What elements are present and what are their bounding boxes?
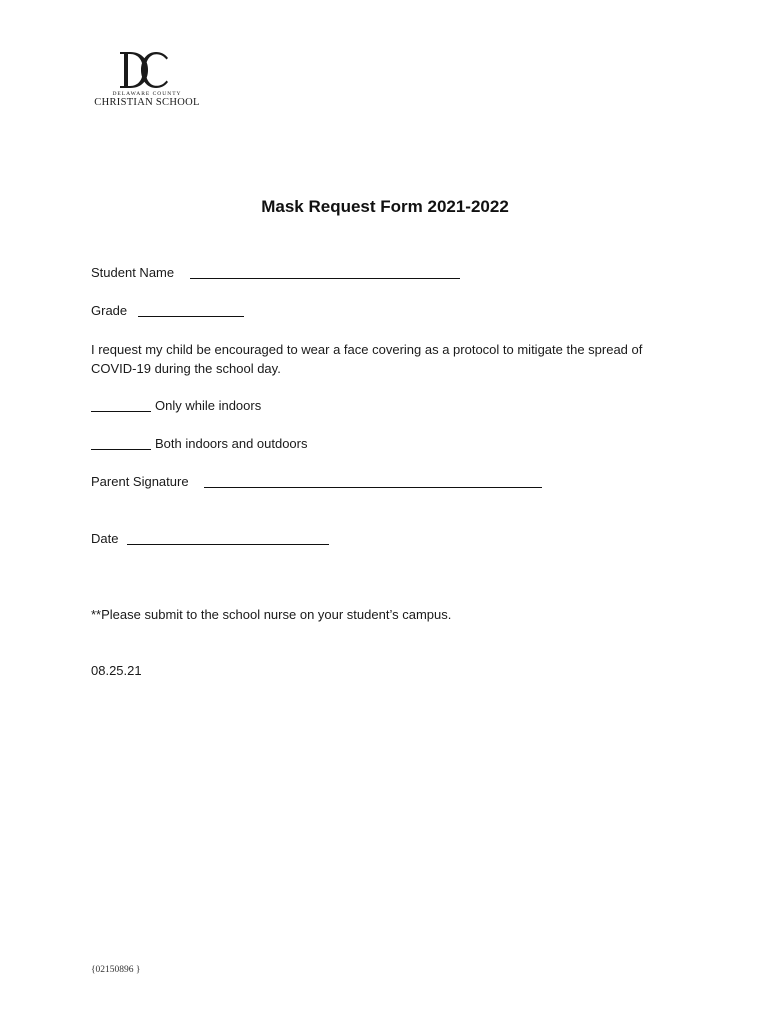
both-option-field[interactable] <box>91 449 151 450</box>
parent-signature-label: Parent Signature <box>91 474 189 489</box>
both-option-label: Both indoors and outdoors <box>155 436 308 451</box>
form-title: Mask Request Form 2021-2022 <box>261 197 509 216</box>
document-code: {02150896 } <box>91 965 141 975</box>
date-field[interactable] <box>127 544 329 545</box>
revision-date: 08.25.21 <box>91 663 142 678</box>
school-logo <box>92 50 202 110</box>
grade-label: Grade <box>91 303 128 318</box>
submit-note: **Please submit to the school nurse on your student’s campus. <box>91 607 452 622</box>
dc-monogram-logo <box>116 50 172 90</box>
student-name-label: Student Name <box>91 265 175 280</box>
logo-subtitle-big: CHRISTIAN SCHOOL <box>94 97 200 108</box>
student-name-field[interactable] <box>190 278 460 279</box>
date-label: Date <box>91 531 119 546</box>
parent-signature-field[interactable] <box>204 487 542 488</box>
grade-field[interactable] <box>138 316 244 317</box>
indoors-option-field[interactable] <box>91 411 151 412</box>
logo-subtitle-small: DELAWARE COUNTY <box>112 91 182 97</box>
request-statement: I request my child be encouraged to wear a face covering as a protocol to mitigate the spread of COVID-19 during the school day. <box>91 342 643 376</box>
indoors-option-label: Only while indoors <box>155 398 262 413</box>
